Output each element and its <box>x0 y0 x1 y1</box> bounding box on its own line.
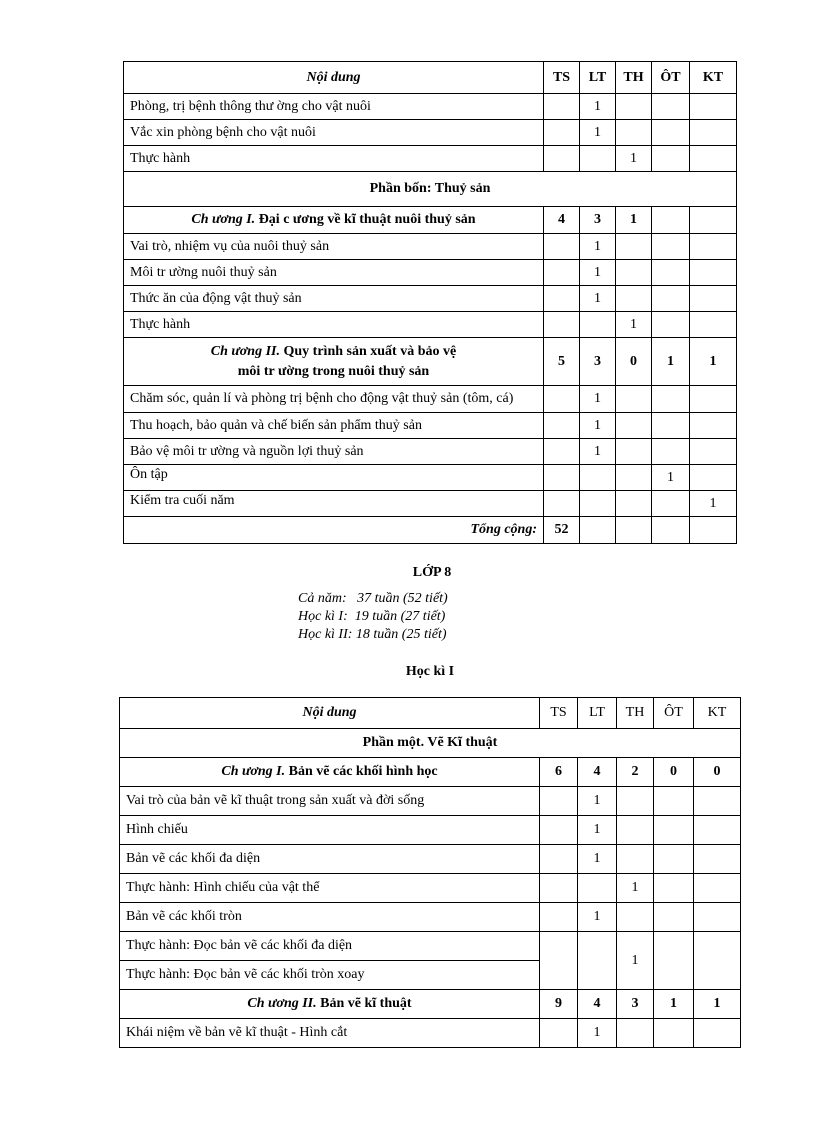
cell-lt: 1 <box>580 94 616 120</box>
row-content: Thực hành: Hình chiếu của vật thể <box>120 874 540 903</box>
total-row <box>124 517 737 544</box>
cell-th <box>617 1019 654 1048</box>
cell-th <box>616 413 652 439</box>
cell-ot <box>652 413 690 439</box>
cell-th: 2 <box>617 758 654 787</box>
row-content: Khái niệm về bản vẽ kĩ thuật - Hình cắt <box>120 1019 540 1048</box>
cell-th: 1 <box>617 874 654 903</box>
table-row <box>120 874 741 903</box>
year-total: Cả năm: 37 tuần (52 tiết) <box>298 591 448 606</box>
cell-th <box>616 260 652 286</box>
cell-kt: 1 <box>690 491 737 517</box>
cell-kt <box>690 312 737 338</box>
cell-kt <box>694 961 741 990</box>
cell-th <box>616 120 652 146</box>
row-content: Chăm sóc, quản lí và phòng trị bệnh cho động vật thuỷ sản (tôm, cá) <box>124 386 544 413</box>
cell-lt <box>580 491 616 517</box>
row-content: Kiểm tra cuối năm <box>124 491 544 517</box>
cell-th <box>617 787 654 816</box>
cell-kt <box>690 207 737 234</box>
cell-lt: 3 <box>580 338 616 386</box>
cell-ts <box>544 94 580 120</box>
cell-ts <box>544 439 580 465</box>
cell-lt: 1 <box>580 439 616 465</box>
row-content: Vai trò, nhiệm vụ của nuôi thuỷ sản <box>124 234 544 260</box>
cell-kt <box>690 386 737 413</box>
header-ts: TS <box>544 62 580 94</box>
row-content: Thực hành <box>124 312 544 338</box>
cell-kt <box>690 465 737 491</box>
cell-kt <box>690 234 737 260</box>
cell-th: 1 <box>616 207 652 234</box>
year-info <box>298 590 448 644</box>
cell-ot <box>652 286 690 312</box>
cell-ts <box>544 234 580 260</box>
cell-lt: 4 <box>578 758 617 787</box>
cell-lt <box>578 874 617 903</box>
header-content: Nội dung <box>120 698 540 729</box>
row-content: Môi tr ường nuôi thuỷ sản <box>124 260 544 286</box>
cell-kt: 0 <box>694 758 741 787</box>
cell-ot <box>652 207 690 234</box>
header-kt: KT <box>694 698 741 729</box>
header-th: TH <box>616 62 652 94</box>
chapter-prefix: Ch ương II. <box>210 343 280 359</box>
cell-th <box>617 845 654 874</box>
table-row <box>124 234 737 260</box>
semester1-info: Học kì I: 19 tuần (27 tiết) <box>298 609 446 624</box>
cell-lt: 1 <box>580 260 616 286</box>
chapter-row <box>124 207 737 234</box>
cell-ot <box>652 234 690 260</box>
part-heading-row <box>124 172 737 207</box>
cell-kt <box>690 439 737 465</box>
cell-ts <box>540 903 578 932</box>
cell-lt: 1 <box>578 787 617 816</box>
cell-lt: 1 <box>580 234 616 260</box>
cell-kt <box>690 260 737 286</box>
row-content: Bản vẽ các khối đa diện <box>120 845 540 874</box>
chapter-title <box>124 207 544 234</box>
chapter-name: Bản vẽ các khối hình học <box>285 764 438 779</box>
cell-ot <box>652 260 690 286</box>
table-row <box>124 120 737 146</box>
row-content: Thức ăn của động vật thuỷ sản <box>124 286 544 312</box>
cell-ot <box>652 94 690 120</box>
cell-lt: 1 <box>578 1019 617 1048</box>
table-row <box>120 816 741 845</box>
cell-ot: 1 <box>654 990 694 1019</box>
cell-lt: 1 <box>578 816 617 845</box>
chapter-prefix: Ch ương I. <box>191 212 256 227</box>
cell-ts <box>544 465 580 491</box>
chapter-title <box>124 338 544 386</box>
cell-ts <box>544 413 580 439</box>
cell-ot <box>654 903 694 932</box>
cell-kt <box>690 146 737 172</box>
cell-ts <box>540 845 578 874</box>
table-header-row <box>124 62 737 94</box>
cell-lt <box>580 312 616 338</box>
curriculum-table-grade8 <box>119 697 741 1048</box>
cell-ot <box>654 787 694 816</box>
table-row <box>124 146 737 172</box>
cell-kt <box>690 94 737 120</box>
cell-th <box>616 491 652 517</box>
row-content: Thực hành <box>124 146 544 172</box>
header-th: TH <box>617 698 654 729</box>
cell-ts <box>544 386 580 413</box>
table-header-row <box>120 698 741 729</box>
cell-ot <box>654 845 694 874</box>
cell-lt: 1 <box>580 386 616 413</box>
cell-lt: 1 <box>578 903 617 932</box>
cell-ts <box>540 816 578 845</box>
cell-kt <box>694 874 741 903</box>
chapter-name: Đại c ương về kĩ thuật nuôi thuỷ sản <box>255 212 476 227</box>
cell-th <box>616 517 652 544</box>
chapter-row <box>120 990 741 1019</box>
table-row <box>120 932 741 961</box>
cell-lt: 3 <box>580 207 616 234</box>
header-lt: LT <box>578 698 617 729</box>
row-content: Bảo vệ môi tr ường và nguồn lợi thuỷ sản <box>124 439 544 465</box>
header-lt: LT <box>580 62 616 94</box>
part-heading: Phần bốn: Thuỷ sản <box>124 172 737 207</box>
cell-ts <box>544 286 580 312</box>
row-content: Ôn tập <box>124 465 544 491</box>
cell-lt <box>578 932 617 990</box>
table-row <box>120 845 741 874</box>
semester2-info: Học kì II: 18 tuần (25 tiết) <box>298 627 447 642</box>
part-heading-row <box>120 729 741 758</box>
cell-kt <box>694 1019 741 1048</box>
chapter-name-line1: Quy trình sản xuất và bảo vệ <box>280 343 457 359</box>
cell-ts <box>544 146 580 172</box>
cell-kt <box>690 413 737 439</box>
row-content: Thực hành: Đọc bản vẽ các khối tròn xoay <box>120 961 540 990</box>
cell-kt <box>690 286 737 312</box>
total-ts: 52 <box>544 517 580 544</box>
cell-th: 0 <box>616 338 652 386</box>
cell-th <box>616 286 652 312</box>
row-content: Thu hoạch, bảo quản và chế biến sản phẩm thuỷ sản <box>124 413 544 439</box>
total-label: Tổng cộng: <box>124 517 544 544</box>
cell-ts <box>544 120 580 146</box>
cell-th: 3 <box>617 990 654 1019</box>
row-content: Thực hành: Đọc bản vẽ các khối đa diện <box>120 932 540 961</box>
cell-th: 1 <box>617 932 654 990</box>
cell-ot <box>652 120 690 146</box>
row-content: Bản vẽ các khối tròn <box>120 903 540 932</box>
cell-ot <box>652 491 690 517</box>
cell-ts: 4 <box>544 207 580 234</box>
cell-kt <box>694 845 741 874</box>
cell-ot <box>654 874 694 903</box>
cell-ot <box>652 517 690 544</box>
header-content: Nội dung <box>124 62 544 94</box>
chapter-row <box>124 338 737 386</box>
cell-kt: 1 <box>694 990 741 1019</box>
row-content: Phòng, trị bệnh thông thư ờng cho vật nuôi <box>124 94 544 120</box>
cell-ot: 1 <box>652 338 690 386</box>
cell-kt <box>690 517 737 544</box>
semester-heading: Học kì I <box>405 664 455 679</box>
table-row <box>120 787 741 816</box>
cell-th: 1 <box>616 146 652 172</box>
cell-kt <box>690 120 737 146</box>
cell-ot <box>652 146 690 172</box>
table-row <box>124 439 737 465</box>
table-row <box>124 491 737 517</box>
cell-lt <box>580 465 616 491</box>
cell-ts <box>540 787 578 816</box>
cell-ts: 5 <box>544 338 580 386</box>
chapter-name-line2: môi tr ường trong nuôi thuỷ sản <box>237 363 430 379</box>
cell-ts <box>544 260 580 286</box>
part-heading: Phần một. Vẽ Kĩ thuật <box>120 729 741 758</box>
cell-ot <box>652 439 690 465</box>
cell-kt: 1 <box>690 338 737 386</box>
cell-lt: 1 <box>578 845 617 874</box>
header-kt: KT <box>690 62 737 94</box>
table-row <box>120 903 741 932</box>
chapter-prefix: Ch ương II. <box>247 996 317 1011</box>
cell-kt <box>694 787 741 816</box>
cell-lt: 1 <box>580 413 616 439</box>
cell-ts <box>544 312 580 338</box>
chapter-name: Bản vẽ kĩ thuật <box>316 996 412 1011</box>
cell-ts <box>540 874 578 903</box>
curriculum-table-grade7-end <box>123 61 737 544</box>
table-row <box>124 94 737 120</box>
header-ot: ÔT <box>652 62 690 94</box>
cell-kt <box>694 816 741 845</box>
cell-th <box>616 439 652 465</box>
row-content: Hình chiếu <box>120 816 540 845</box>
cell-th: 1 <box>616 312 652 338</box>
cell-lt <box>580 517 616 544</box>
cell-lt <box>580 146 616 172</box>
grade-title: LỚP 8 <box>412 565 452 580</box>
cell-kt <box>694 903 741 932</box>
chapter-prefix: Ch ương I. <box>221 764 286 779</box>
cell-ts <box>540 932 578 990</box>
table-row <box>124 386 737 413</box>
cell-ot: 1 <box>652 465 690 491</box>
row-content: Vai trò của bản vẽ kĩ thuật trong sản xuất và đời sống <box>120 787 540 816</box>
table-row <box>124 465 737 491</box>
table-row <box>124 260 737 286</box>
chapter-title <box>120 758 540 787</box>
cell-ot <box>654 961 694 990</box>
cell-th <box>616 465 652 491</box>
cell-th <box>617 903 654 932</box>
cell-ot <box>652 312 690 338</box>
cell-th <box>617 816 654 845</box>
cell-ot <box>652 386 690 413</box>
chapter-row <box>120 758 741 787</box>
table-row <box>124 286 737 312</box>
cell-ts <box>544 491 580 517</box>
cell-ot <box>654 1019 694 1048</box>
cell-th <box>616 94 652 120</box>
cell-lt: 1 <box>580 120 616 146</box>
cell-th <box>616 234 652 260</box>
cell-th <box>616 386 652 413</box>
cell-kt <box>694 932 741 961</box>
table-row <box>120 1019 741 1048</box>
cell-ts <box>540 1019 578 1048</box>
row-content: Vắc xin phòng bệnh cho vật nuôi <box>124 120 544 146</box>
cell-ts: 9 <box>540 990 578 1019</box>
cell-lt: 1 <box>580 286 616 312</box>
chapter-title <box>120 990 540 1019</box>
cell-ot: 0 <box>654 758 694 787</box>
cell-ts: 6 <box>540 758 578 787</box>
cell-ot <box>654 816 694 845</box>
table-row <box>124 413 737 439</box>
header-ts: TS <box>540 698 578 729</box>
header-ot: ÔT <box>654 698 694 729</box>
table-row <box>124 312 737 338</box>
cell-ot <box>654 932 694 961</box>
cell-lt: 4 <box>578 990 617 1019</box>
